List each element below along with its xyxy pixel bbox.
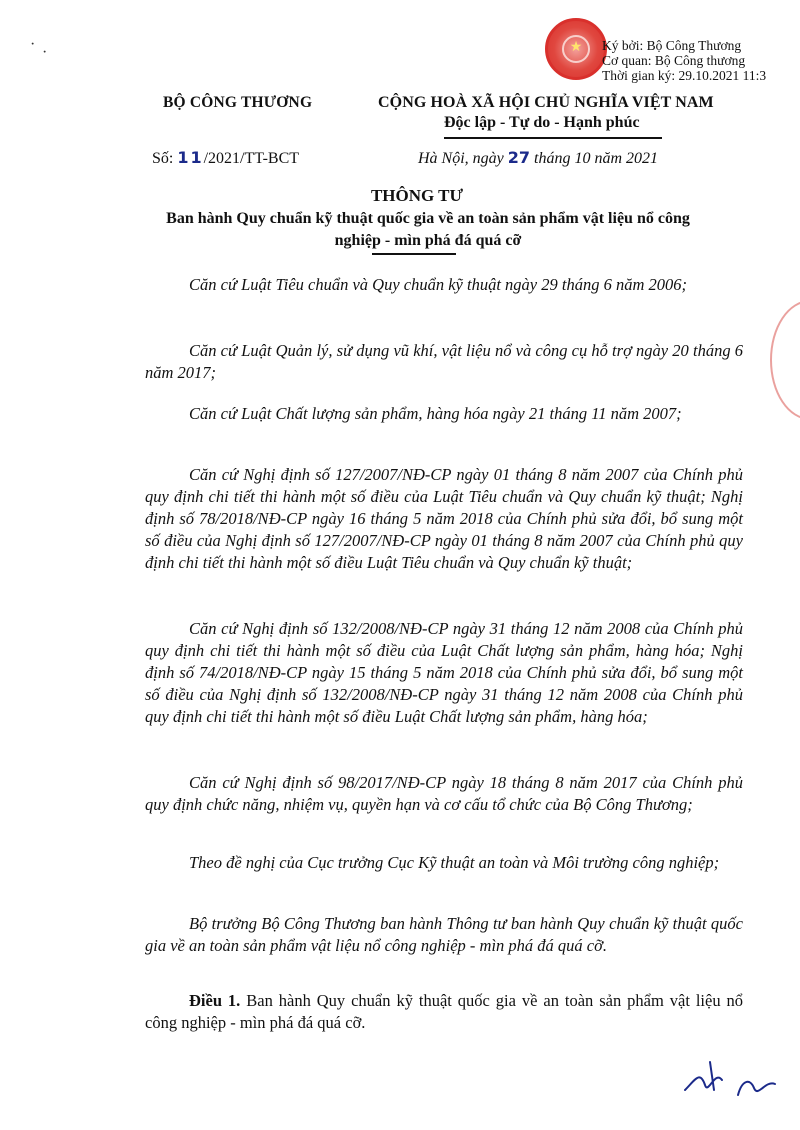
national-title: CỘNG HOÀ XÃ HỘI CHỦ NGHĨA VIỆT NAM (378, 94, 714, 111)
article-1-label: Điều 1. (189, 991, 241, 1010)
legal-basis-paragraph: Căn cứ Nghị định số 98/2017/NĐ-CP ngày 18 tháng 8 năm 2017 của Chính phủ quy định chức năng, nhiệm vụ, quyền hạn và cơ cấu tổ chức của Bộ Công Thương; (145, 773, 743, 814)
signing-agency: Cơ quan: Bộ Công thương (602, 53, 746, 68)
document-type: THÔNG TƯ (370, 186, 464, 205)
legal-basis-paragraph: Căn cứ Nghị định số 127/2007/NĐ-CP ngày 01 tháng 8 năm 2007 của Chính phủ quy định chi tiết thi hành một số điều của Luật Tiêu chuẩn và Quy chuẩn kỹ thuật; Nghị định số 78/2018/NĐ-CP ngày 16 tháng 5 năm 2018 của Chính phủ sửa đổi, bổ sung một số điều của Nghị định số 127/2007/NĐ-CP ngày 01 tháng 8 năm 2007 của Chính phủ quy định chi tiết thi hành một số điều Luật Tiêu chuẩn và Quy chuẩn kỹ thuật; (145, 465, 743, 572)
article-1 (145, 990, 743, 1034)
issuing-organization: BỘ CÔNG THƯƠNG (163, 94, 313, 111)
document-subject: Ban hành Quy chuẩn kỹ thuật quốc gia về an toàn sản phẩm vật liệu nổ công nghiệp - mìn phá đá quá cỡ (166, 210, 690, 249)
motto-underline (444, 137, 662, 139)
legal-basis-paragraph: Căn cứ Luật Tiêu chuẩn và Quy chuẩn kỹ thuật ngày 29 tháng 6 năm 2006; (189, 275, 687, 294)
proposal-paragraph: Theo đề nghị của Cục trưởng Cục Kỹ thuật an toàn và Môi trường công nghiệp; (189, 853, 720, 872)
doc-number-label: Số: (152, 150, 174, 167)
digital-signature-info (602, 38, 766, 83)
signing-time: Thời gian ký: 29.10.2021 11:3 (602, 68, 767, 83)
legal-basis-paragraph: Căn cứ Luật Quản lý, sử dụng vũ khí, vật liệu nổ và công cụ hỗ trợ ngày 20 tháng 6 năm 2017; (145, 341, 743, 382)
doc-number-suffix: /2021/TT-BCT (203, 150, 300, 167)
handwritten-initials-icon (680, 1050, 780, 1110)
date-day-handwritten: 27 (507, 148, 531, 167)
national-motto: Độc lập - Tự do - Hạnh phúc (444, 114, 640, 131)
scan-speck: · (30, 36, 36, 53)
stamp-edge-icon (770, 300, 800, 420)
document-number (152, 148, 299, 168)
legal-basis-paragraph: Căn cứ Nghị định số 132/2008/NĐ-CP ngày 31 tháng 12 năm 2008 của Chính phủ quy định chi tiết thi hành một số điều của Luật Chất lượng sản phẩm, hàng hóa; Nghị định số 74/2018/NĐ-CP ngày 15 tháng 5 năm 2018 của Chính phủ sửa đổi, bổ sung một số điều của Nghị định số 132/2008/NĐ-CP ngày 31 tháng 12 năm 2008 của Chính phủ quy định chi tiết thi hành một số điều Luật Chất lượng sản phẩm, hàng hóa; (145, 619, 743, 726)
article-1-text: Ban hành Quy chuẩn kỹ thuật quốc gia về an toàn sản phẩm vật liệu nổ công nghiệp - mìn phá đá quá cỡ. (145, 991, 744, 1032)
digital-signature-seal-icon: ★ (545, 18, 607, 80)
signed-by: Ký bởi: Bộ Công Thương (602, 38, 742, 53)
issuance-paragraph: Bộ trưởng Bộ Công Thương ban hành Thông tư ban hành Quy chuẩn kỹ thuật quốc gia về an toàn sản phẩm vật liệu nổ công nghiệp - mìn phá đá quá cỡ. (145, 914, 743, 955)
date-suffix: tháng 10 năm 2021 (534, 150, 659, 167)
date-prefix: Hà Nội, ngày (418, 150, 504, 167)
scan-speck: · (42, 44, 48, 61)
doc-number-handwritten: 11 (177, 148, 204, 167)
issue-date (418, 148, 658, 168)
subject-underline (372, 253, 456, 255)
legal-basis-paragraph: Căn cứ Luật Chất lượng sản phẩm, hàng hóa ngày 21 tháng 11 năm 2007; (189, 404, 682, 423)
